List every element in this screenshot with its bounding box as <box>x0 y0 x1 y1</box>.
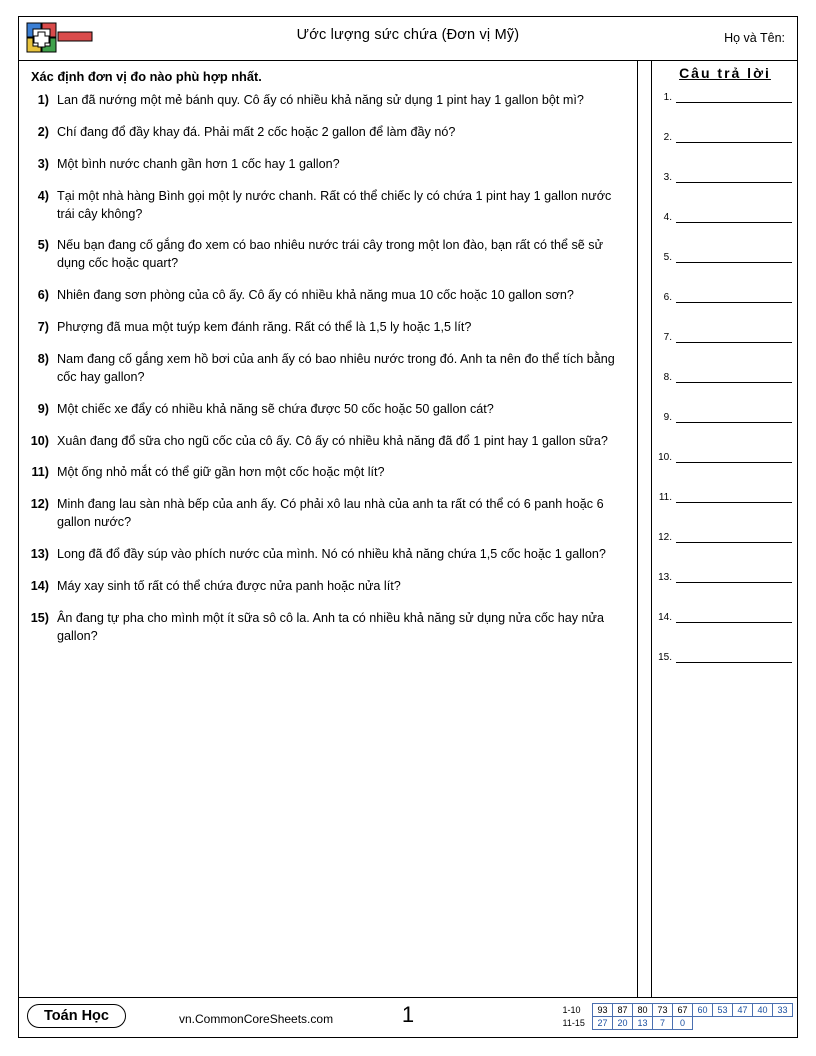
answer-label: 13. <box>658 572 672 583</box>
question-number: 10) <box>30 433 49 448</box>
answer-line[interactable] <box>676 531 792 543</box>
question-item <box>27 92 627 110</box>
score-cell: 93 <box>593 1004 613 1017</box>
score-cell: 87 <box>613 1004 633 1017</box>
answer-row[interactable] <box>652 531 798 543</box>
answer-row[interactable] <box>652 451 798 463</box>
question-text: Long đã đổ đầy súp vào phích nước của mình. Nó có nhiều khả năng chứa 1,5 cốc hoặc 1 gallon? <box>57 547 606 561</box>
question-number: 4) <box>37 188 49 203</box>
score-cell: 73 <box>653 1004 673 1017</box>
answer-label: 9. <box>663 412 672 423</box>
question-text: Nhiên đang sơn phòng của cô ấy. Cô ấy có nhiều khả năng mua 10 cốc hoặc 10 gallon sơn? <box>57 288 574 303</box>
answer-row[interactable] <box>652 571 798 583</box>
question-item <box>27 578 627 596</box>
worksheet-header <box>19 17 797 61</box>
column-divider-left <box>637 61 638 997</box>
answer-label: 5. <box>663 252 672 263</box>
instruction-text: Xác định đơn vị đo nào phù hợp nhất. <box>31 69 262 84</box>
answer-row[interactable] <box>652 491 798 503</box>
question-item <box>27 496 627 532</box>
score-table <box>563 1003 794 1030</box>
question-text: Nam đang cố gắng xem hồ bơi của anh ấy có bao nhiêu nước trong đó. Anh ta nên đo thể tích bằng cốc hay gallon? <box>57 351 615 384</box>
answer-label: 8. <box>663 372 672 383</box>
answer-line[interactable] <box>676 651 792 663</box>
answer-line[interactable] <box>676 251 792 263</box>
question-number: 7) <box>37 320 49 334</box>
question-item <box>27 433 627 451</box>
page-title: Ước lượng sức chứa (Đơn vị Mỹ) <box>296 27 520 43</box>
answer-line[interactable] <box>676 211 792 223</box>
answer-row[interactable] <box>652 91 798 103</box>
question-item <box>27 319 627 337</box>
question-item <box>27 124 627 142</box>
question-item <box>27 237 627 273</box>
question-text: Minh đang lau sàn nhà bếp của anh ấy. Có phải xô lau nhà của anh ta rất có thể có 6 panh hoặc 6 gallon nước? <box>57 497 604 530</box>
score-cell: 80 <box>633 1004 653 1017</box>
worksheet-page <box>18 16 798 1038</box>
question-item <box>27 610 627 646</box>
answer-line[interactable] <box>676 411 792 423</box>
website-url: vn.CommonCoreSheets.com <box>179 1012 334 1026</box>
question-item <box>27 401 627 419</box>
question-text: Ân đang tự pha cho mình một ít sữa sô cô la. Anh ta có nhiều khả năng sử dụng nửa cốc hay nửa gallon? <box>57 610 604 643</box>
question-item <box>27 464 627 482</box>
answer-row[interactable] <box>652 251 798 263</box>
questions-column <box>19 61 637 660</box>
score-row-1 <box>563 1004 793 1017</box>
answer-line[interactable] <box>676 91 792 103</box>
score-cell: 13 <box>633 1017 653 1030</box>
question-number: 13) <box>30 547 49 561</box>
worksheet-footer <box>19 997 797 1039</box>
worksheet-body <box>19 61 797 997</box>
answer-label: 4. <box>663 212 672 223</box>
question-number: 11) <box>31 465 49 480</box>
score-cell: 0 <box>673 1017 693 1030</box>
answer-line[interactable] <box>676 611 792 623</box>
question-number: 14) <box>30 578 49 593</box>
brand-badge: Toán Học <box>27 1004 126 1028</box>
question-text: Nếu bạn đang cố gắng đo xem có bao nhiêu nước trái cây trong một lon đào, bạn rất có thể sẽ sử dụng cốc hoặc quart? <box>57 238 603 271</box>
question-text: Lan đã nướng một mẻ bánh quy. Cô ấy có nhiều khả năng sử dụng 1 pint hay 1 gallon bột mì? <box>57 93 584 107</box>
student-name-label: Họ và Tên: <box>724 31 785 45</box>
answer-row[interactable] <box>652 411 798 423</box>
question-text: Một chiếc xe đẩy có nhiều khả năng sẽ chứa được 50 cốc hoặc 50 gallon cát? <box>57 401 494 416</box>
score-cell: 60 <box>693 1004 713 1017</box>
answer-label: 14. <box>658 612 672 623</box>
question-text: Chí đang đổ đầy khay đá. Phải mất 2 cốc hoặc 2 gallon để làm đầy nó? <box>57 124 456 139</box>
question-number: 5) <box>37 238 49 253</box>
question-number: 6) <box>37 288 49 303</box>
score-cell: 47 <box>733 1004 753 1017</box>
score-cell: 33 <box>773 1004 793 1017</box>
question-item <box>27 188 627 224</box>
score-cell: 67 <box>673 1004 693 1017</box>
answer-label: 6. <box>663 292 672 303</box>
answer-line[interactable] <box>676 371 792 383</box>
score-cell: 53 <box>713 1004 733 1017</box>
answer-label: 11. <box>658 492 672 503</box>
score-cell: 7 <box>653 1017 673 1030</box>
answer-label: 12. <box>658 532 672 543</box>
question-item <box>27 156 627 174</box>
score-cell: 20 <box>613 1017 633 1030</box>
answer-label: 3. <box>663 172 672 183</box>
answer-row[interactable] <box>652 651 798 663</box>
answers-heading: Câu trả lời <box>679 65 771 81</box>
answer-label: 2. <box>663 132 672 143</box>
answer-line[interactable] <box>676 171 792 183</box>
score-cell: 40 <box>753 1004 773 1017</box>
answer-line[interactable] <box>676 571 792 583</box>
question-number: 3) <box>37 156 49 171</box>
score-range-label: 11-15 <box>562 1018 585 1028</box>
score-row-2 <box>563 1017 793 1030</box>
page-number: 1 <box>401 1002 415 1027</box>
answer-label: 1. <box>663 92 672 103</box>
question-number: 9) <box>37 401 49 416</box>
question-text: Tại một nhà hàng Bình gọi một ly nước chanh. Rất có thể chiếc ly có chứa 1 pint hay 1 gallon nước trái cây không? <box>57 188 612 221</box>
question-number: 1) <box>37 93 49 107</box>
answer-label: 10. <box>658 452 672 463</box>
answer-line[interactable] <box>676 291 792 303</box>
answers-column <box>652 61 798 997</box>
question-number: 8) <box>37 351 49 366</box>
answer-row[interactable] <box>652 331 798 343</box>
score-cell: 27 <box>593 1017 613 1030</box>
answer-label: 7. <box>663 332 672 343</box>
question-item <box>27 546 627 564</box>
question-text: Một bình nước chanh gần hơn 1 cốc hay 1 gallon? <box>57 156 340 171</box>
answer-row[interactable] <box>652 131 798 143</box>
answer-label: 15. <box>658 652 672 663</box>
question-number: 12) <box>30 497 49 512</box>
question-number: 2) <box>37 124 49 139</box>
answer-row[interactable] <box>652 291 798 303</box>
answer-line[interactable] <box>676 451 792 463</box>
score-range-label: 1-10 <box>562 1005 581 1015</box>
question-item <box>27 287 627 305</box>
question-number: 15) <box>30 610 49 625</box>
answer-row[interactable] <box>652 211 798 223</box>
answer-line[interactable] <box>676 491 792 503</box>
answer-line[interactable] <box>676 331 792 343</box>
answer-line[interactable] <box>676 131 792 143</box>
answer-row[interactable] <box>652 611 798 623</box>
question-text: Một ống nhỏ mắt có thể giữ gần hơn một cốc hoặc một lít? <box>57 465 385 480</box>
answer-row[interactable] <box>652 171 798 183</box>
answer-row[interactable] <box>652 371 798 383</box>
question-text: Phượng đã mua một tuýp kem đánh răng. Rất có thể là 1,5 ly hoặc 1,5 lít? <box>57 320 472 334</box>
question-text: Máy xay sinh tố rất có thể chứa được nửa panh hoặc nửa lít? <box>57 578 401 593</box>
question-item <box>27 351 627 387</box>
question-text: Xuân đang đổ sữa cho ngũ cốc của cô ấy. Cô ấy có nhiều khả năng đã đổ 1 pint hay 1 gallon sữa? <box>57 433 608 448</box>
